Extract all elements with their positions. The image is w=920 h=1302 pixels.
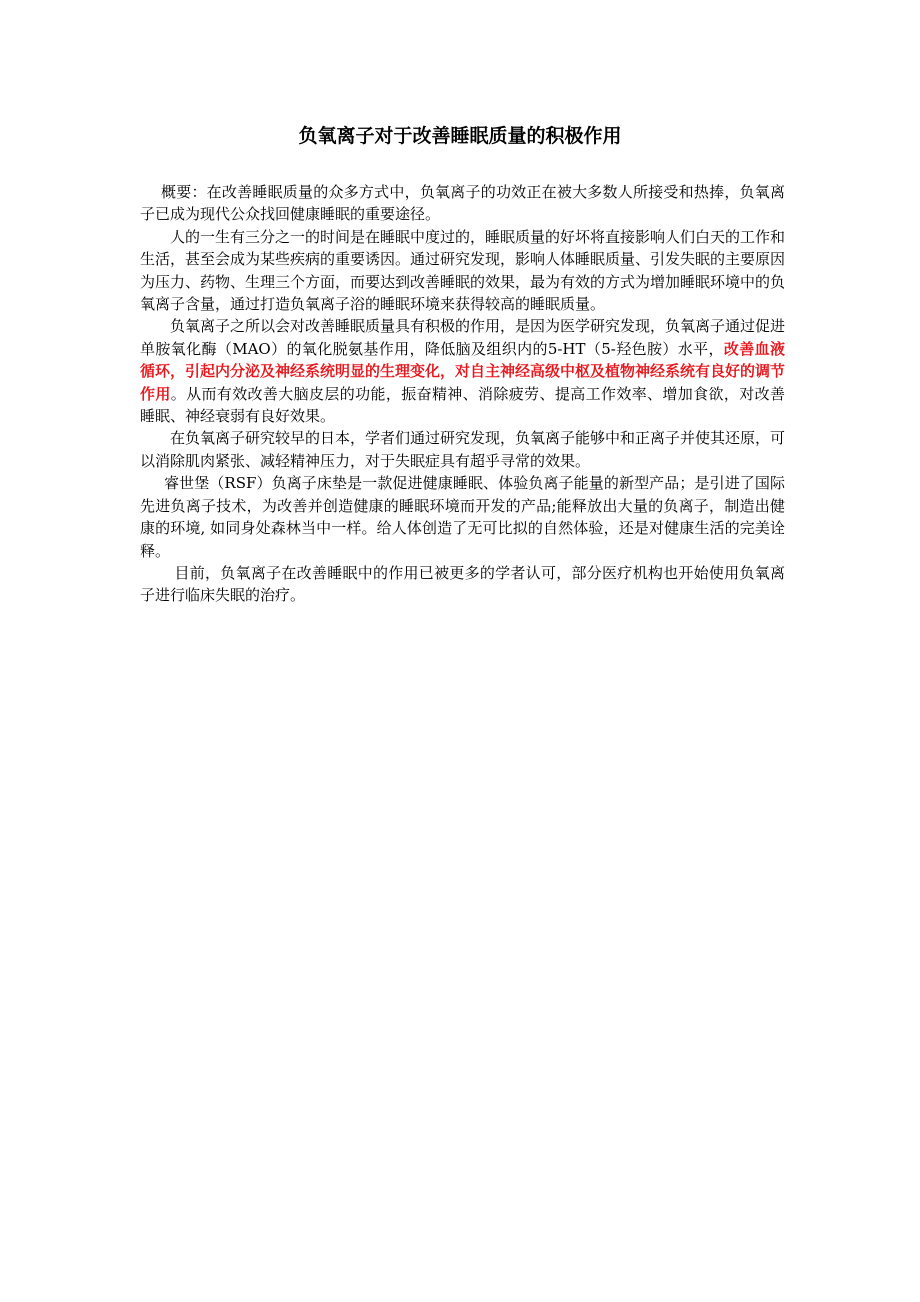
- mechanism-text-before: 负氧离子之所以会对改善睡眠质量具有积极的作用，是因为医学研究发现，负氧离子通过促进单胺氧化酶（MAO）的氧化脱氨基作用，降低脑及组织内的5-HT（5-羟色胺）水平，: [140, 317, 786, 358]
- current-paragraph: 目前，负氧离子在改善睡眠中的作用已被更多的学者认可，部分医疗机构也开始使用负氧离子进行临床失眠的治疗。: [140, 563, 785, 605]
- japan-paragraph: 在负氧离子研究较早的日本，学者们通过研究发现，负氧离子能够中和正离子并使其还原，可以消除肌肉紧张、减轻精神压力，对于失眠症具有超乎寻常的效果。: [140, 429, 786, 470]
- rsf-paragraph: 睿世堡（RSF）负离子床垫是一款促进健康睡眠、体验负离子能量的新型产品；是引进了国际先进负离子技术，为改善并创造健康的睡眠环境而开发的产品;能释放出大量的负离子，制造出健康的环境, 如同身处森林当中一样。给人体创造了无可比拟的自然体验，还是对健康生活的完美诠释。: [140, 474, 785, 560]
- mechanism-paragraph: [140, 315, 785, 427]
- intro-paragraph: 人的一生有三分之一的时间是在睡眠中度过的，睡眠质量的好坏将直接影响人们白天的工作和生活，甚至会成为某些疾病的重要诱因。通过研究发现，影响人体睡眠质量、引发失眠的主要原因为压力、药物、生理三个方面，而要达到改善睡眠的效果，最为有效的方式为增加睡眠环境中的负氧离子含量，通过打造负氧离子浴的睡眠环境来获得较高的睡眠质量。: [140, 227, 786, 314]
- document-body: [140, 181, 785, 607]
- document-title: 负氧离子对于改善睡眠质量的积极作用: [298, 125, 622, 147]
- summary-paragraph: 概要：在改善睡眠质量的众多方式中，负氧离子的功效正在被大多数人所接受和热捧，负氧离子已成为现代公众找回健康睡眠的重要途径。: [140, 183, 785, 224]
- mechanism-highlight: 改善血液循环，引起内分泌及神经系统明显的生理变化，对自主神经高级中枢及植物神经系统有良好的调节作用: [140, 339, 786, 403]
- mechanism-text-after: 。从而有效改善大脑皮层的功能，振奋精神、消除疲劳、提高工作效率、增加食欲，对改善睡眠、神经衰弱有良好效果。: [140, 384, 785, 426]
